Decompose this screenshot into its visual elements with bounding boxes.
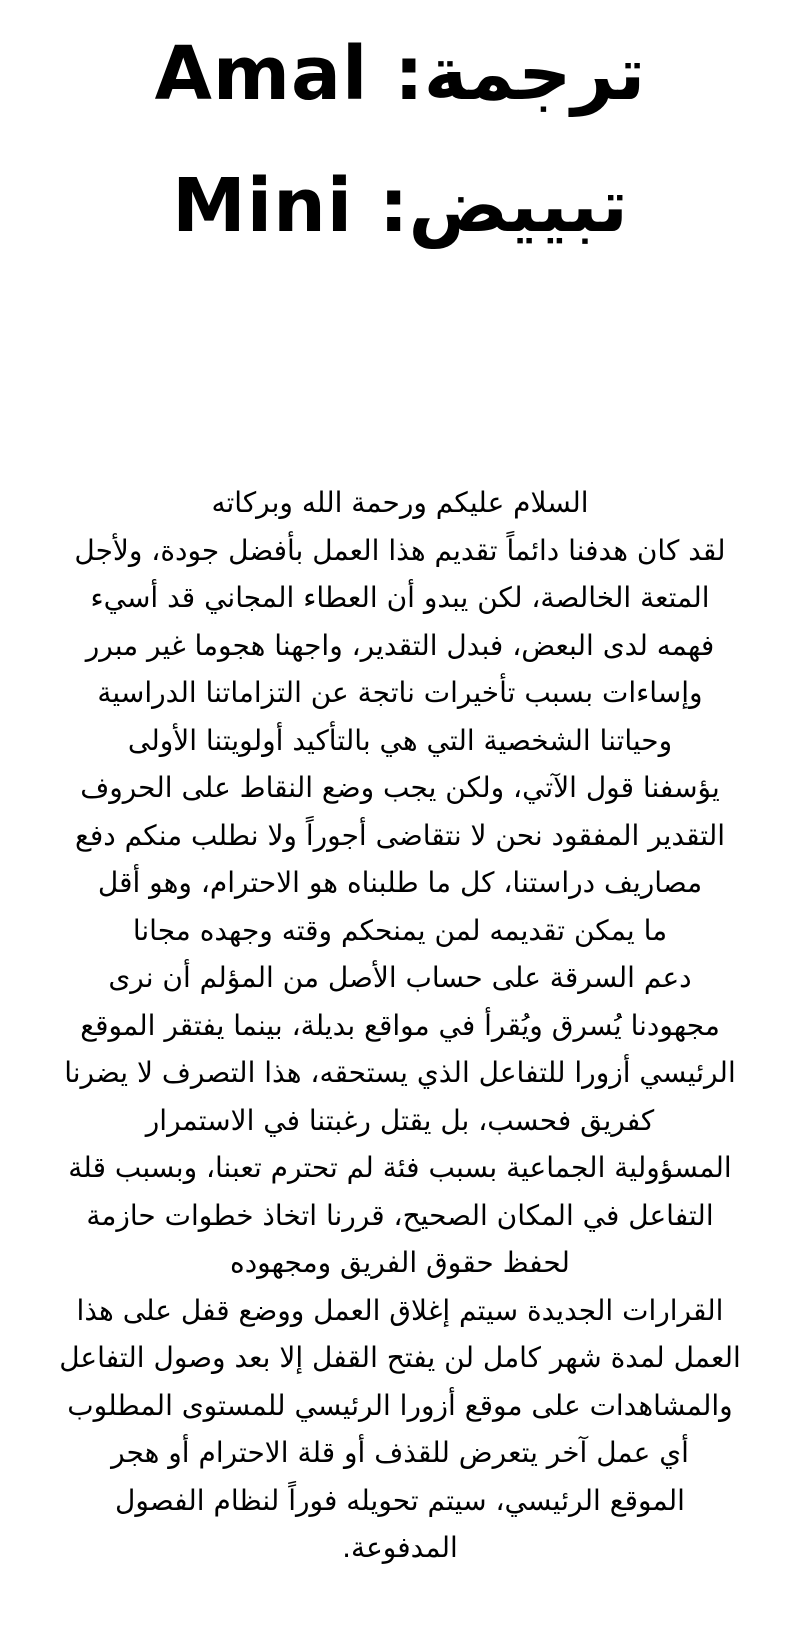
message-line: السلام عليكم ورحمة الله وبركاته (211, 486, 589, 519)
message-line: التفاعل في المكان الصحيح، قررنا اتخاذ خطوات حازمة (86, 1198, 714, 1232)
credit-line-cleaning: تبييض: Mini (172, 163, 628, 249)
message-line: أي عمل آخر يتعرض للقذف أو قلة الاحترام أو هجر (111, 1436, 689, 1469)
message-line: لقد كان هدفنا دائماً تقديم هذا العمل بأفضل جودة، ولأجل (74, 533, 726, 567)
message-line: ما يمكن تقديمه لمن يمنحكم وقته وجهده مجانا (132, 913, 668, 947)
message-line: وإساءات بسبب تأخيرات ناتجة عن التزاماتنا الدراسية (97, 676, 703, 709)
message-line: دعم السرقة على حساب الأصل من المؤلم أن نرى (108, 961, 692, 994)
message-line: لحفظ حقوق الفريق ومجهوده (230, 1246, 570, 1279)
message-line: مصاريف دراستنا، كل ما طلبناه هو الاحترام، وهو أقل (97, 866, 703, 899)
message-line: المدفوعة. (342, 1531, 458, 1564)
message-line: وحياتنا الشخصية التي هي بالتأكيد أولويتنا الأولى (127, 723, 673, 757)
message-line: الرئيسي أزورا للتفاعل الذي يستحقه، هذا التصرف لا يضرنا (64, 1056, 736, 1089)
credits-header (0, 8, 800, 272)
message-line: والمشاهدات على موقع أزورا الرئيسي للمستوى المطلوب (67, 1388, 733, 1422)
credit-line-translation: ترجمة: Amal (154, 31, 646, 117)
message-line: كفريق فحسب، بل يقتل رغبتنا في الاستمرار (145, 1103, 655, 1137)
message-line: القرارات الجديدة سيتم إغلاق العمل ووضع قفل على هذا (76, 1293, 724, 1327)
message-line: التقدير المفقود نحن لا نتقاضى أجوراً ولا نطلب منكم دفع (74, 818, 726, 852)
message-line: فهمه لدى البعض، فبدل التقدير، واجهنا هجوما غير مبرر (85, 628, 715, 662)
message-line: المتعة الخالصة، لكن يبدو أن العطاء المجاني قد أسيء (90, 581, 710, 614)
message-line: مجهودنا يُسرق ويُقرأ في مواقع بديلة، بينما يفتقر الموقع (80, 1008, 720, 1042)
message-line: المسؤولية الجماعية بسبب فئة لم تحترم تعبنا، وبسبب قلة (68, 1151, 732, 1184)
message-line: العمل لمدة شهر كامل لن يفتح القفل إلا بعد وصول التفاعل (59, 1341, 741, 1374)
announcement-message (0, 479, 800, 1572)
message-line: الموقع الرئيسي، سيتم تحويله فوراً لنظام الفصول (115, 1483, 685, 1517)
message-line: يؤسفنا قول الآتي، ولكن يجب وضع النقاط على الحروف (80, 771, 720, 804)
